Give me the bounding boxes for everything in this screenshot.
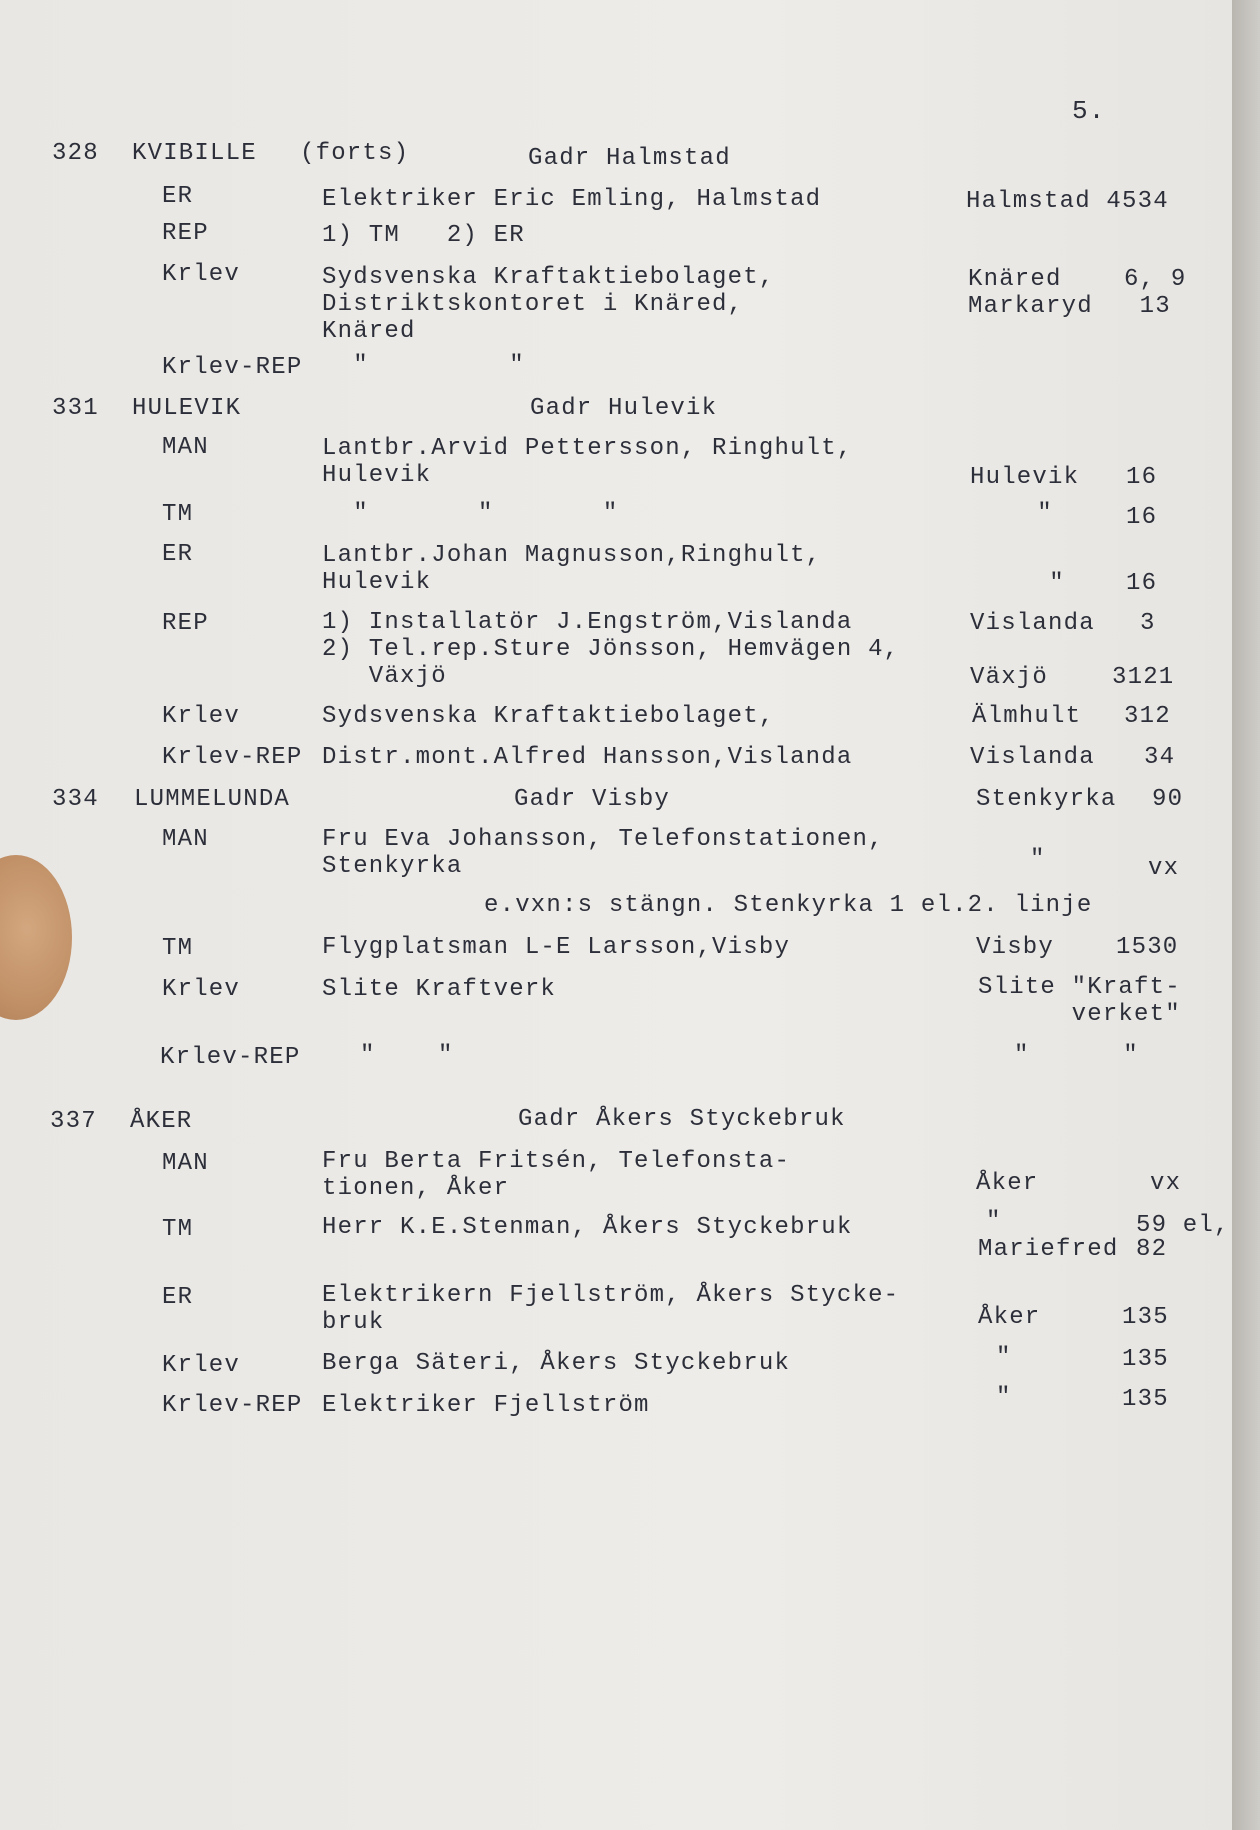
entry-place: Visby — [976, 934, 1055, 961]
role-label: REP — [162, 220, 209, 247]
entry-number: 59 el, — [1136, 1212, 1230, 1239]
entry-place: Halmstad 4534 — [966, 188, 1169, 215]
entry-text: Berga Säteri, Åkers Styckebruk — [322, 1350, 791, 1377]
entry-place: Vislanda — [970, 610, 1095, 637]
ditto-mark: " — [986, 1208, 1002, 1235]
entry-text: Fru Eva Johansson, Telefonstationen, Stenkyrka — [322, 826, 884, 880]
entry-place: Åker — [976, 1170, 1039, 1197]
entry-number: 16 — [1126, 504, 1158, 531]
role-label: Krlev-REP — [160, 1044, 301, 1071]
ditto-mark: " " " — [322, 500, 619, 527]
page-edge — [1232, 0, 1260, 1830]
entry-number: vx — [1148, 855, 1180, 882]
entry-text: Lantbr.Arvid Pettersson, Ringhult, Hulevik — [322, 435, 853, 489]
entry-place: Åker — [978, 1304, 1041, 1331]
role-label: TM — [162, 1216, 194, 1243]
entry-number: 312 — [1124, 703, 1171, 730]
entry-text: Fru Berta Fritsén, Telefonsta- tionen, Åker — [322, 1148, 791, 1202]
section-name: KVIBILLE — [132, 140, 257, 167]
entry-text: 1) Installatör J.Engström,Vislanda 2) Tel.rep.Sture Jönsson, Hemvägen 4, Växjö — [322, 609, 900, 690]
ditto-mark: " — [1018, 570, 1065, 597]
section-number: 328 — [52, 140, 99, 167]
entry-place: Slite "Kraft- verket" — [978, 974, 1181, 1028]
entry-place: Vislanda — [970, 744, 1095, 771]
role-label: MAN — [162, 1150, 209, 1177]
role-label: TM — [162, 501, 194, 528]
entry-text: Lantbr.Johan Magnusson,Ringhult, Hulevik — [322, 542, 822, 596]
entry-text: Slite Kraftverk — [322, 976, 557, 1003]
section-name: HULEVIK — [132, 395, 242, 422]
entry-number: 135 — [1122, 1386, 1169, 1413]
gadr: Gadr Visby — [514, 786, 671, 813]
role-label: Krlev-REP — [162, 744, 303, 771]
gadr-place: Stenkyrka — [976, 786, 1117, 813]
section-number: 331 — [52, 395, 99, 422]
role-label: Krlev-REP — [162, 1392, 303, 1419]
role-label: Krlev — [162, 261, 241, 288]
role-label: TM — [162, 935, 194, 962]
ditto-mark: " — [1030, 846, 1046, 873]
entry-text: Sydsvenska Kraftaktiebolaget, Distriktskontoret i Knäred, Knäred — [322, 264, 775, 345]
role-label: REP — [162, 610, 209, 637]
entry-number: 3121 — [1112, 664, 1175, 691]
entry-place: Knäred 6, 9 Markaryd 13 — [968, 266, 1187, 320]
role-label: ER — [162, 541, 194, 568]
role-label: ER — [162, 1284, 194, 1311]
gadr: Gadr Hulevik — [530, 395, 718, 422]
entry-text: Distr.mont.Alfred Hansson,Vislanda — [322, 744, 853, 771]
ditto-mark: " — [1006, 500, 1053, 527]
role-label: MAN — [162, 434, 209, 461]
role-label: Krlev-REP — [162, 354, 303, 381]
entry-number: 16 — [1126, 570, 1158, 597]
role-label: Krlev — [162, 703, 241, 730]
entry-text: Elektrikern Fjellström, Åkers Stycke- bruk — [322, 1282, 900, 1336]
entry-place: Älmhult — [972, 703, 1082, 730]
entry-place: Mariefred — [978, 1236, 1119, 1263]
entry-number: 16 — [1126, 464, 1158, 491]
role-label: MAN — [162, 826, 209, 853]
ditto-mark: " " — [360, 1042, 454, 1069]
entry-text: Herr K.E.Stenman, Åkers Styckebruk — [322, 1214, 853, 1241]
gadr: Gadr Halmstad — [528, 145, 731, 172]
gadr-number: 90 — [1152, 786, 1184, 813]
section-extra: (forts) — [300, 140, 410, 167]
section-number: 337 — [50, 1108, 97, 1135]
entry-text: Elektriker Eric Emling, Halmstad — [322, 186, 822, 213]
entry-text: Sydsvenska Kraftaktiebolaget, — [322, 703, 775, 730]
section-name: LUMMELUNDA — [134, 786, 291, 813]
entry-number: 135 — [1122, 1304, 1169, 1331]
entry-place: Hulevik — [970, 464, 1080, 491]
ditto-mark: " " — [1014, 1042, 1139, 1069]
section-number: 334 — [52, 786, 99, 813]
entry-number: 82 — [1136, 1236, 1168, 1263]
entry-number: vx — [1150, 1170, 1182, 1197]
role-label: Krlev — [162, 1352, 241, 1379]
entry-text: Elektriker Fjellström — [322, 1392, 650, 1419]
page-number: 5. — [1072, 96, 1106, 126]
gadr: Gadr Åkers Styckebruk — [518, 1106, 846, 1133]
entry-number: 135 — [1122, 1346, 1169, 1373]
note-text: e.vxn:s stängn. Stenkyrka 1 el.2. linje — [484, 892, 1093, 919]
ditto-mark: " — [996, 1344, 1012, 1371]
entry-text: Flygplatsman L-E Larsson,Visby — [322, 934, 791, 961]
entry-number: 3 — [1140, 610, 1156, 637]
entry-text: 1) TM 2) ER — [322, 222, 525, 249]
ditto-mark: " " — [322, 352, 525, 379]
entry-number: 34 — [1144, 744, 1176, 771]
section-name: ÅKER — [130, 1108, 193, 1135]
ditto-mark: " — [996, 1384, 1012, 1411]
entry-place: Växjö — [970, 664, 1049, 691]
entry-number: 1530 — [1116, 934, 1179, 961]
role-label: Krlev — [162, 976, 241, 1003]
role-label: ER — [162, 183, 194, 210]
